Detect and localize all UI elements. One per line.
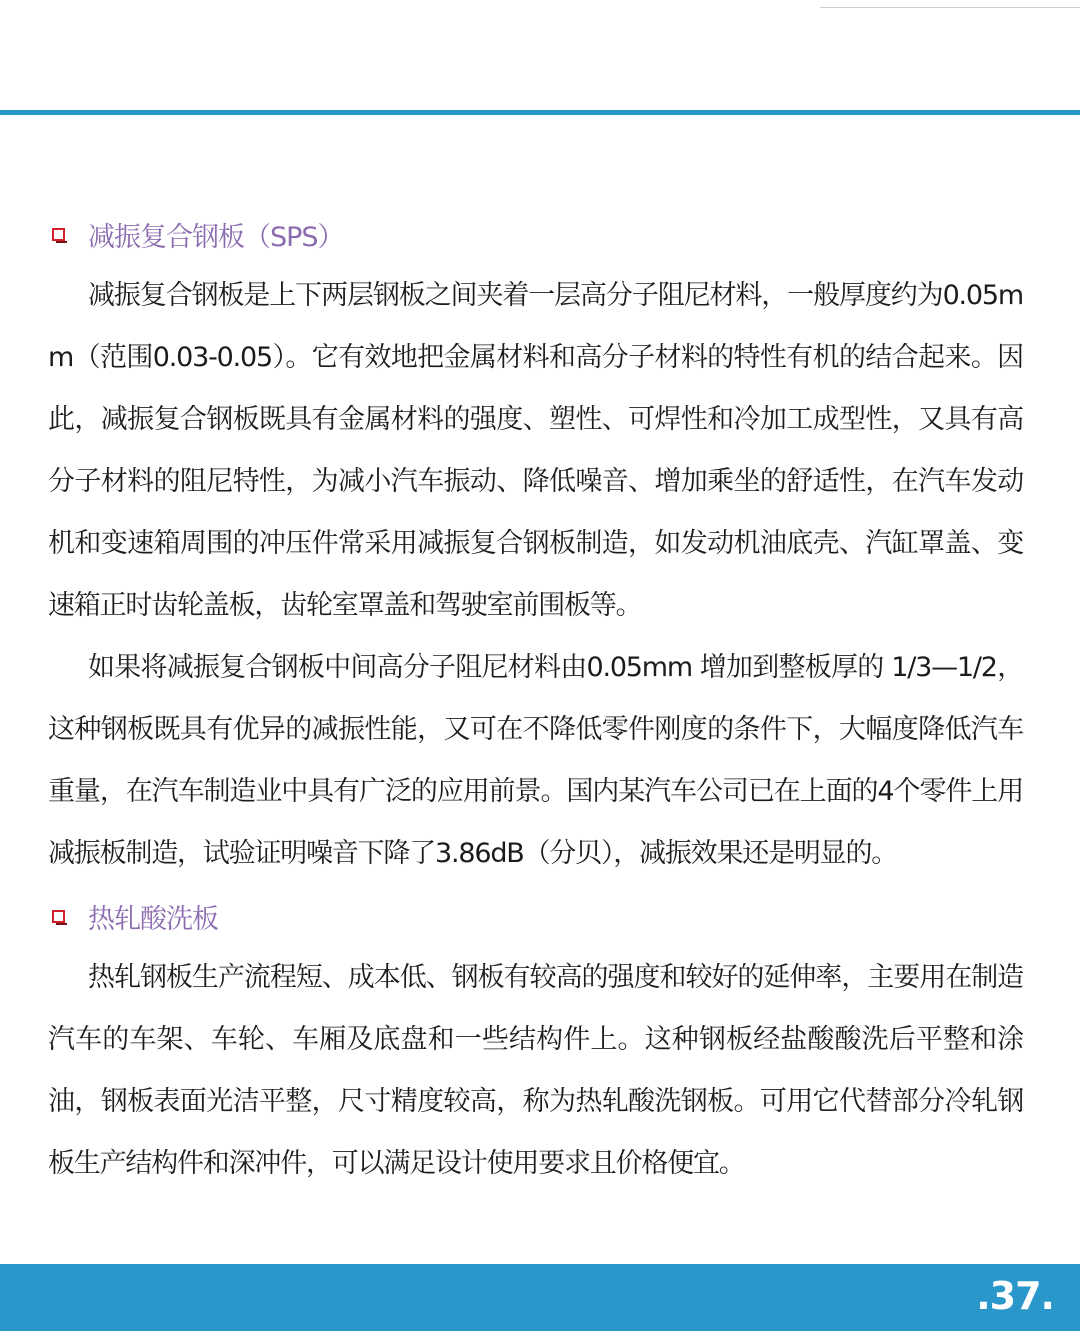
paragraph-sps-definition: 减振复合钢板是上下两层钢板之间夹着一层高分子阻尼材料，一般厚度约为0.05mm（范围0.03-0.05）。它有效地把金属材料和高分子材料的特性有机的结合起来。因此，减振复合钢板既具有金属材料的强度、塑性、可焊性和冷加工成型性，又具有高分子材料的阻尼特性，为减小汽车振动、降低噪音、增加乘坐的舒适性，在汽车发动机和变速箱周围的冲压件常采用减振复合钢板制造，如发动机油底壳、汽缸罩盖、变速箱正时齿轮盖板，齿轮室罩盖和驾驶室前围板等。: [48, 280, 1023, 621]
section-title: 热轧酸洗板: [88, 903, 218, 935]
square-bullet-icon: [52, 910, 65, 923]
paragraph-sps-application: 如果将减振复合钢板中间高分子阻尼材料由0.05mm 增加到整板厚的 1/3—1/2，这种钢板既具有优异的减振性能，又可在不降低零件刚度的条件下，大幅度降低汽车重量，在汽车制造业中具有广泛的应用前景。国内某汽车公司已在上面的4个零件上用减振板制造，试验证明噪音下降了3.86dB（分贝），减振效果还是明显的。: [48, 652, 1023, 869]
header-divider: [0, 110, 1080, 115]
page-number: .37.: [976, 1274, 1054, 1318]
section-heading-pickled-plate: [48, 885, 1023, 947]
paragraph-pickled-plate: 热轧钢板生产流程短、成本低、钢板有较高的强度和较好的延伸率，主要用在制造汽车的车架、车轮、车厢及底盘和一些结构件上。这种钢板经盐酸酸洗后平整和涂油，钢板表面光洁平整，尺寸精度较高，称为热轧酸洗钢板。可用它代替部分冷轧钢板生产结构件和深冲件，可以满足设计使用要求且价格便宜。: [48, 962, 1023, 1179]
section-heading-sps: [48, 203, 1023, 265]
section-title: 减振复合钢板（SPS）: [88, 221, 344, 253]
footer-bar: [0, 1264, 1080, 1331]
page-content: [48, 203, 1023, 1195]
top-divider-thin: [820, 7, 1080, 8]
square-bullet-icon: [52, 228, 65, 241]
